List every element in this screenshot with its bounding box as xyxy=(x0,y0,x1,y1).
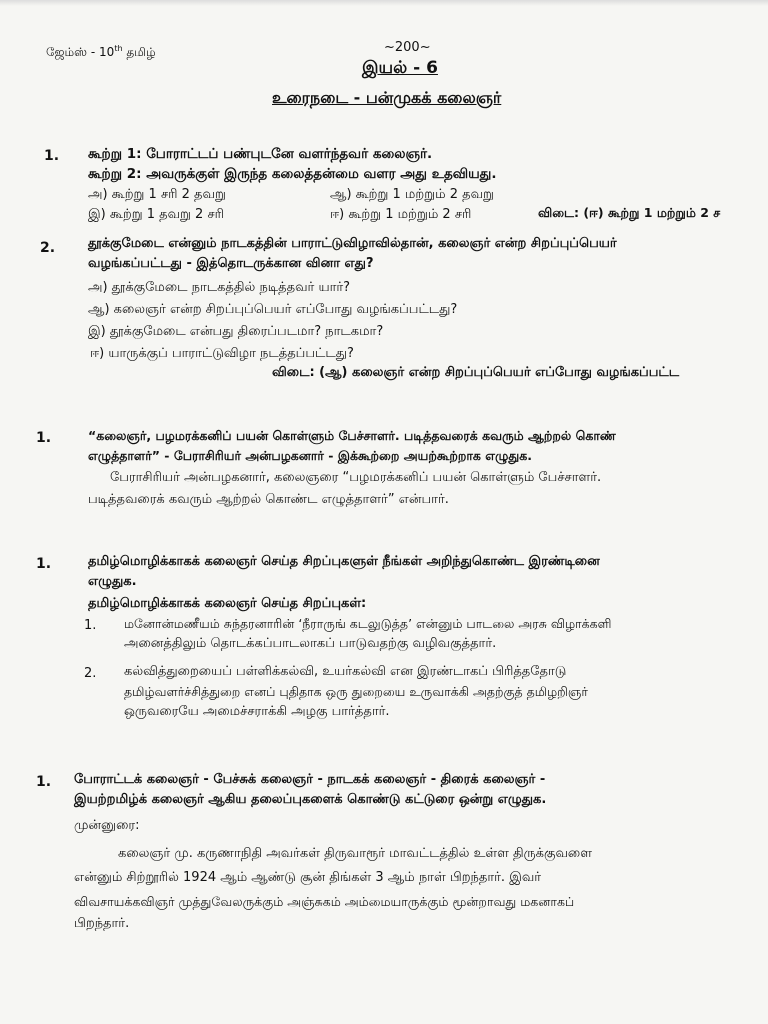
q5-body-line-1: கலைஞர் மு. கருணாநிதி அவர்கள் திருவாரூர் மாவட்டத்தில் உள்ள திருக்குவளை xyxy=(118,846,592,861)
q4-point-2-number: 2. xyxy=(84,666,97,681)
q1-answer: விடை: (ஈ) கூற்று 1 மற்றும் 2 ச xyxy=(538,205,721,220)
q5-intro-heading: முன்னுரை: xyxy=(74,818,140,833)
q2-line-1: தூக்குமேடை என்னும் நாடகத்தின் பாராட்டுவிழாவில்தான், கலைஞர் என்ற சிறப்புப்பெயர் xyxy=(88,236,617,251)
scan-edge xyxy=(0,0,768,6)
q1-option-a: அ) கூற்று 1 சரி 2 தவறு xyxy=(88,187,226,202)
header-label xyxy=(46,44,156,61)
q1-s2-label: கூற்று 2: xyxy=(88,166,142,182)
q1-s1-text: போராட்டப் பண்புடனே வளர்ந்தவர் கலைஞர். xyxy=(141,146,433,162)
q3-line-2: எழுத்தாளர்” - பேராசிரியர் அன்பழகனார் - இக்கூற்றை அயற்கூற்றாக எழுதுக. xyxy=(88,448,532,463)
q4-number: 1. xyxy=(36,556,52,572)
header-label-text: ஜேம்ஸ் - 10 xyxy=(46,45,115,59)
q3-number: 1. xyxy=(36,430,52,446)
q3-answer-line-1: பேராசிரியர் அன்பழகனார், கலைஞரை “பழமரக்கனிப் பயன் கொள்ளும் பேச்சாளர். xyxy=(110,470,602,485)
q5-body-line-4: பிறந்தார். xyxy=(74,916,130,931)
q5-number: 1. xyxy=(36,774,52,790)
q1-s1-label: கூற்று 1: xyxy=(88,146,142,162)
page-number: ~200~ xyxy=(384,40,431,55)
q4-subheading: தமிழ்மொழிக்காகக் கலைஞர் செய்த சிறப்புகள்: xyxy=(88,596,367,611)
q1-statement-2 xyxy=(88,166,497,184)
q4-point-2-line-1: கல்வித்துறையைப் பள்ளிக்கல்வி, உயர்கல்வி என இரண்டாகப் பிரித்ததோடு xyxy=(124,664,567,679)
q5-line-2: இயற்றமிழ்க் கலைஞர் ஆகிய தலைப்புகளைக் கொண்டு கட்டுரை ஒன்று எழுதுக. xyxy=(74,792,547,807)
q4-line-2: எழுதுக. xyxy=(88,574,137,589)
q2-line-2: வழங்கப்பட்டது - இத்தொடருக்கான வினா எது? xyxy=(88,256,374,271)
q5-body-line-3: விவசாயக்கவிஞர் முத்துவேலருக்கும் அஞ்சுகம் அம்மையாருக்கும் மூன்றாவது மகனாகப் xyxy=(74,894,575,909)
q2-option-d: ஈ) யாருக்குப் பாராட்டுவிழா நடத்தப்பட்டது? xyxy=(90,346,354,361)
q2-answer: விடை: (ஆ) கலைஞர் என்ற சிறப்புப்பெயர் எப்போது வழங்கப்பட்ட xyxy=(272,365,680,380)
q2-number: 2. xyxy=(40,240,56,256)
q1-option-b: ஆ) கூற்று 1 மற்றும் 2 தவறு xyxy=(330,187,494,202)
q4-point-1-number: 1. xyxy=(84,618,97,633)
q1-statement-1 xyxy=(88,146,432,164)
q5-body-line-2: என்னும் சிற்றூரில் 1924 ஆம் ஆண்டு சூன் திங்கள் 3 ஆம் நாள் பிறந்தார். இவர் xyxy=(74,870,542,885)
q3-line-1: “கலைஞர், பழமரக்கனிப் பயன் கொள்ளும் பேச்சாளர். படித்தவரைக் கவரும் ஆற்றல் கொண் xyxy=(88,428,616,443)
q4-point-2-line-2: தமிழ்வளர்ச்சித்துறை எனப் புதிதாக ஒரு துறையை உருவாக்கி அதற்குத் தமிழறிஞர் xyxy=(124,684,588,699)
q4-line-1: தமிழ்மொழிக்காகக் கலைஞர் செய்த சிறப்புகளுள் நீங்கள் அறிந்துகொண்ட இரண்டினை xyxy=(88,554,600,569)
q3-answer-line-2: படித்தவரைக் கவரும் ஆற்றல் கொண்ட எழுத்தாளர்” என்பார். xyxy=(88,492,449,507)
header-label-suffix: தமிழ் xyxy=(122,45,156,59)
q2-option-a: அ) தூக்குமேடை நாடகத்தில் நடித்தவர் யார்? xyxy=(88,280,351,295)
chapter-heading: இயல் - 6 xyxy=(362,58,438,78)
q4-point-2-line-3: ஒருவரையே அமைச்சராக்கி அழகு பார்த்தார். xyxy=(124,704,390,719)
q4-point-1-line-2: அனைத்திலும் தொடக்கப்பாடலாகப் பாடுவதற்கு வழிவகுத்தார். xyxy=(124,636,497,651)
q1-option-d: ஈ) கூற்று 1 மற்றும் 2 சரி xyxy=(330,207,472,222)
q1-number: 1. xyxy=(44,148,60,164)
q1-option-c: இ) கூற்று 1 தவறு 2 சரி xyxy=(88,207,225,222)
q1-s2-text: அவருக்குள் இருந்த கலைத்தன்மை வளர அது உதவியது. xyxy=(141,166,497,182)
q4-point-1-line-1: மனோன்மணீயம் சுந்தரனாரின் ‘நீராருங் கடலுடுத்த’ என்னும் பாடலை அரசு விழாக்களி xyxy=(124,616,612,631)
header-label-sup: th xyxy=(114,44,123,53)
lesson-title: உரைநடை - பன்முகக் கலைஞர் xyxy=(272,88,502,107)
q5-line-1: போராட்டக் கலைஞர் - பேச்சுக் கலைஞர் - நாடகக் கலைஞர் - திரைக் கலைஞர் - xyxy=(74,772,546,787)
q2-option-b: ஆ) கலைஞர் என்ற சிறப்புப்பெயர் எப்போது வழங்கப்பட்டது? xyxy=(88,302,458,317)
q2-option-c: இ) தூக்குமேடை என்பது திரைப்படமா? நாடகமா? xyxy=(88,324,384,339)
